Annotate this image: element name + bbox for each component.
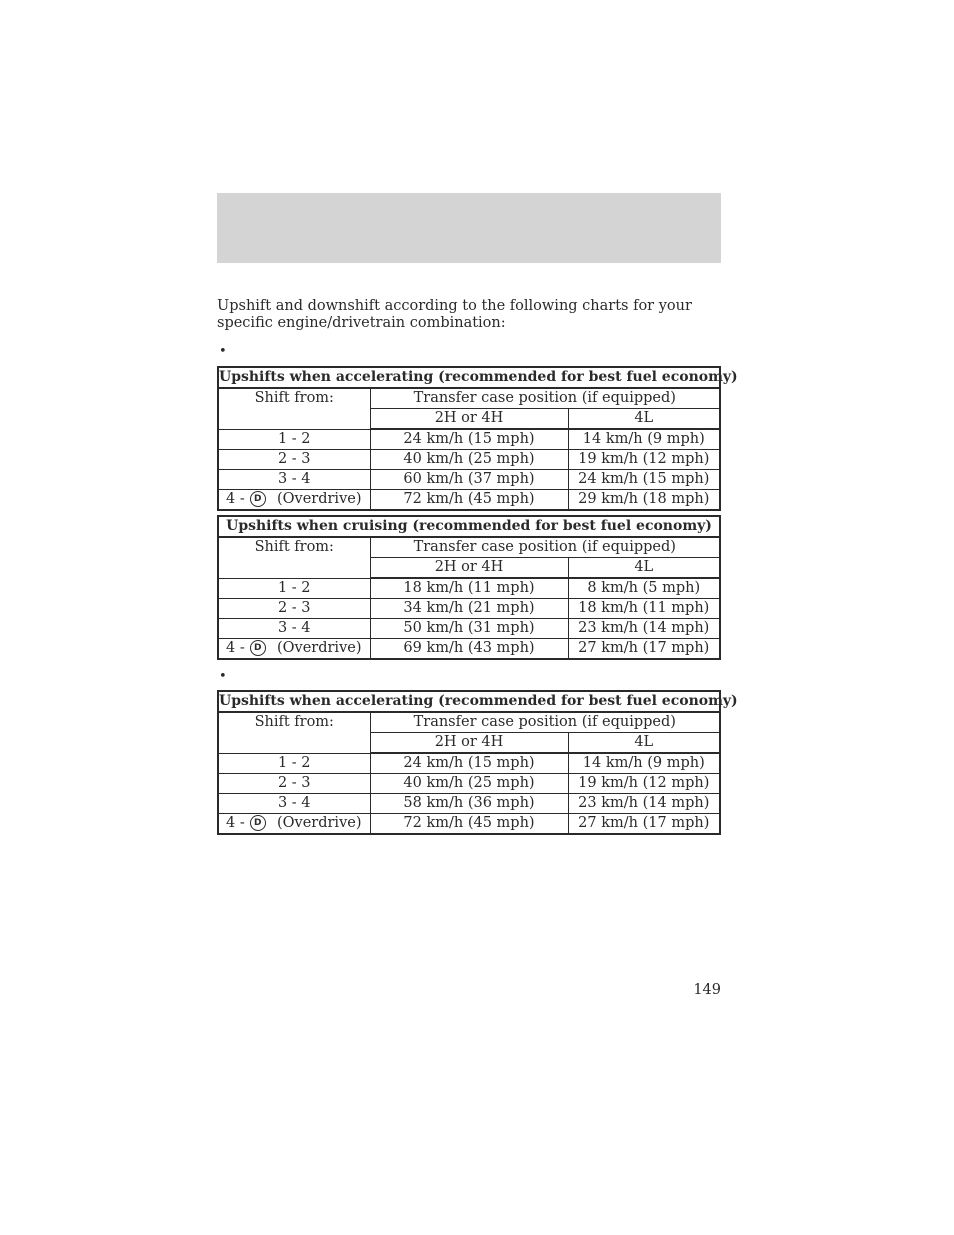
- shift-cell: 3 - 4: [218, 470, 370, 490]
- table-row: [218, 470, 720, 490]
- table-title: Upshifts when cruising (recommended for best fuel economy): [218, 516, 720, 537]
- table-row: [218, 619, 720, 639]
- table-row: [218, 639, 720, 660]
- speed-2h4h-cell: 72 km/h (45 mph): [370, 490, 568, 511]
- speed-4l-cell: 24 km/h (15 mph): [568, 470, 720, 490]
- col-2h4h-header: 2H or 4H: [370, 733, 568, 754]
- overdrive-label: (Overdrive): [276, 491, 362, 507]
- overdrive-prefix: 4 -: [226, 815, 245, 831]
- speed-4l-cell: 18 km/h (11 mph): [568, 599, 720, 619]
- overdrive-label: (Overdrive): [276, 640, 362, 656]
- shift-from-header: Shift from:: [218, 388, 370, 429]
- table-title: Upshifts when accelerating (recommended for best fuel economy): [218, 691, 720, 712]
- table-row: [218, 429, 720, 450]
- overdrive-shift-cell: [218, 639, 370, 660]
- table-row: [218, 814, 720, 835]
- speed-2h4h-cell: 40 km/h (25 mph): [370, 450, 568, 470]
- speed-2h4h-cell: 69 km/h (43 mph): [370, 639, 568, 660]
- speed-2h4h-cell: 40 km/h (25 mph): [370, 774, 568, 794]
- shift-cell: 2 - 3: [218, 450, 370, 470]
- speed-4l-cell: 23 km/h (14 mph): [568, 619, 720, 639]
- shift-from-header: Shift from:: [218, 537, 370, 578]
- table-row: [218, 490, 720, 511]
- col-4l-header: 4L: [568, 409, 720, 430]
- overdrive-shift-cell: [218, 490, 370, 511]
- speed-2h4h-cell: 60 km/h (37 mph): [370, 470, 568, 490]
- speed-4l-cell: 14 km/h (9 mph): [568, 753, 720, 774]
- section-header-band: [217, 193, 721, 263]
- page-number: 149: [693, 982, 721, 998]
- speed-2h4h-cell: 58 km/h (36 mph): [370, 794, 568, 814]
- transfer-case-header: Transfer case position (if equipped): [370, 712, 720, 733]
- shift-cell: 2 - 3: [218, 774, 370, 794]
- speed-4l-cell: 23 km/h (14 mph): [568, 794, 720, 814]
- table-row: [218, 774, 720, 794]
- speed-4l-cell: 8 km/h (5 mph): [568, 578, 720, 599]
- shift-cell: 1 - 2: [218, 578, 370, 599]
- speed-4l-cell: 19 km/h (12 mph): [568, 774, 720, 794]
- bullet-2: •: [219, 669, 227, 684]
- col-2h4h-header: 2H or 4H: [370, 409, 568, 430]
- overdrive-label: (Overdrive): [276, 815, 362, 831]
- speed-4l-cell: 19 km/h (12 mph): [568, 450, 720, 470]
- speed-4l-cell: 27 km/h (17 mph): [568, 814, 720, 835]
- speed-2h4h-cell: 18 km/h (11 mph): [370, 578, 568, 599]
- table-row: [218, 599, 720, 619]
- table-title: Upshifts when accelerating (recommended for best fuel economy): [218, 367, 720, 388]
- upshift-table-2: [217, 515, 721, 660]
- table-row: [218, 794, 720, 814]
- bullet-1: •: [219, 344, 227, 359]
- speed-4l-cell: 14 km/h (9 mph): [568, 429, 720, 450]
- upshift-table-1: [217, 366, 738, 511]
- overdrive-prefix: 4 -: [226, 491, 245, 507]
- shift-cell: 3 - 4: [218, 619, 370, 639]
- table-row: [218, 753, 720, 774]
- shift-cell: 3 - 4: [218, 794, 370, 814]
- speed-2h4h-cell: 72 km/h (45 mph): [370, 814, 568, 835]
- overdrive-prefix: 4 -: [226, 640, 245, 656]
- intro-paragraph: Upshift and downshift according to the following charts for your specific engine/drivetrain combination:: [217, 298, 692, 331]
- speed-2h4h-cell: 50 km/h (31 mph): [370, 619, 568, 639]
- shift-cell: 2 - 3: [218, 599, 370, 619]
- overdrive-shift-cell: [218, 814, 370, 835]
- col-4l-header: 4L: [568, 558, 720, 579]
- drive-overdrive-icon: D: [250, 815, 266, 831]
- shift-from-header: Shift from:: [218, 712, 370, 753]
- transfer-case-header: Transfer case position (if equipped): [370, 388, 720, 409]
- speed-2h4h-cell: 34 km/h (21 mph): [370, 599, 568, 619]
- col-2h4h-header: 2H or 4H: [370, 558, 568, 579]
- table-row: [218, 450, 720, 470]
- speed-4l-cell: 27 km/h (17 mph): [568, 639, 720, 660]
- col-4l-header: 4L: [568, 733, 720, 754]
- speed-2h4h-cell: 24 km/h (15 mph): [370, 753, 568, 774]
- shift-cell: 1 - 2: [218, 429, 370, 450]
- upshift-table-3: [217, 690, 738, 835]
- drive-overdrive-icon: D: [250, 640, 266, 656]
- table-row: [218, 578, 720, 599]
- transfer-case-header: Transfer case position (if equipped): [370, 537, 720, 558]
- speed-2h4h-cell: 24 km/h (15 mph): [370, 429, 568, 450]
- drive-overdrive-icon: D: [250, 491, 266, 507]
- speed-4l-cell: 29 km/h (18 mph): [568, 490, 720, 511]
- shift-cell: 1 - 2: [218, 753, 370, 774]
